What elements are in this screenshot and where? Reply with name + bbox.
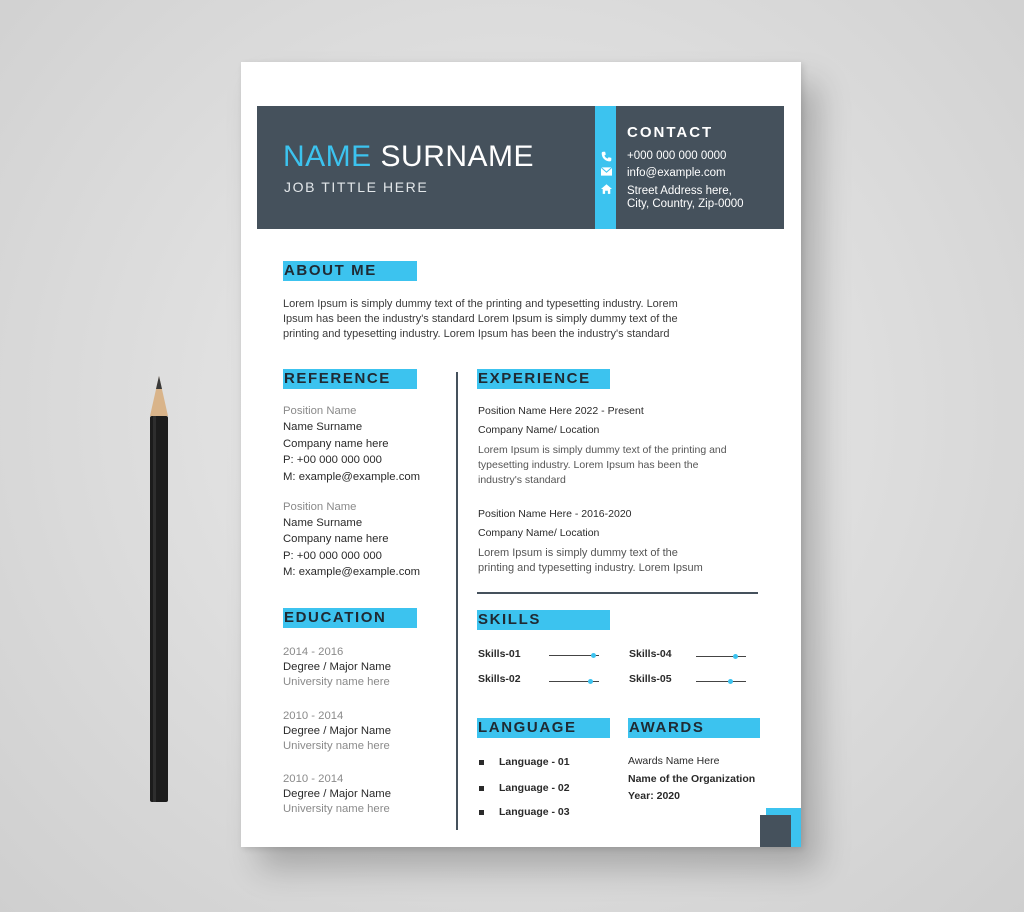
reference-company: Company name here bbox=[283, 533, 389, 545]
experience-company: Company Name/ Location bbox=[478, 527, 600, 539]
experience-divider bbox=[477, 592, 758, 594]
language-bullet bbox=[479, 760, 484, 765]
reference-position: Position Name bbox=[283, 501, 357, 513]
reference-email: M: example@example.com bbox=[283, 566, 421, 578]
resume-page bbox=[241, 62, 801, 847]
skills-title: SKILLS bbox=[477, 610, 610, 630]
experience-title: EXPERIENCE bbox=[477, 369, 610, 389]
skill-label: Skills-02 bbox=[478, 673, 521, 685]
experience-position: Position Name Here - 2016-2020 bbox=[478, 508, 632, 520]
about-line: printing and typesetting industry. Lorem Ipsum has been the industry's standard bbox=[283, 328, 670, 340]
contact-email: info@example.com bbox=[627, 167, 726, 179]
experience-position: Position Name Here 2022 - Present bbox=[478, 405, 644, 417]
award-year: Year: 2020 bbox=[628, 790, 680, 802]
contact-address-line1: Street Address here, bbox=[627, 185, 732, 197]
reference-name: Name Surname bbox=[283, 517, 363, 529]
reference-email: M: example@example.com bbox=[283, 471, 421, 483]
skill-level-dot bbox=[591, 653, 596, 658]
reference-title: REFERENCE bbox=[283, 369, 417, 389]
about-text bbox=[283, 297, 763, 342]
reference-company: Company name here bbox=[283, 438, 389, 450]
language-bullet bbox=[479, 786, 484, 791]
corner-block bbox=[760, 815, 791, 847]
language-title: LANGUAGE bbox=[477, 718, 610, 738]
experience-line: Lorem Ipsum is simply dummy text of the bbox=[478, 547, 678, 559]
pencil bbox=[148, 376, 170, 804]
experience-line: industry's standard bbox=[478, 474, 566, 486]
full-name bbox=[283, 140, 534, 174]
education-years: 2014 - 2016 bbox=[283, 646, 344, 658]
award-name: Awards Name Here bbox=[628, 755, 720, 767]
phone-icon bbox=[599, 151, 613, 165]
reference-name: Name Surname bbox=[283, 421, 363, 433]
skill-level-dot bbox=[728, 679, 733, 684]
education-degree: Degree / Major Name bbox=[283, 788, 391, 800]
education-degree: Degree / Major Name bbox=[283, 661, 391, 673]
skill-level-dot bbox=[733, 654, 738, 659]
skill-label: Skills-01 bbox=[478, 648, 521, 660]
about-title: ABOUT ME bbox=[283, 261, 417, 281]
education-title: EDUCATION bbox=[283, 608, 417, 628]
education-university: University name here bbox=[283, 740, 390, 752]
language-item: Language - 02 bbox=[499, 782, 570, 794]
column-divider bbox=[456, 372, 458, 830]
language-bullet bbox=[479, 810, 484, 815]
experience-line: typesetting industry. Lorem Ipsum has been the bbox=[478, 459, 699, 471]
education-university: University name here bbox=[283, 676, 390, 688]
language-item: Language - 01 bbox=[499, 756, 570, 768]
education-degree: Degree / Major Name bbox=[283, 725, 391, 737]
about-line: Ipsum has been the industry's standard Lorem Ipsum is simply dummy text of the bbox=[283, 313, 678, 325]
education-years: 2010 - 2014 bbox=[283, 710, 344, 722]
about-line: Lorem Ipsum is simply dummy text of the printing and typesetting industry. Lorem bbox=[283, 298, 678, 310]
education-university: University name here bbox=[283, 803, 390, 815]
mail-icon bbox=[599, 167, 613, 181]
language-item: Language - 03 bbox=[499, 806, 570, 818]
skill-bar bbox=[549, 655, 599, 656]
experience-description bbox=[478, 443, 758, 488]
skill-level-dot bbox=[588, 679, 593, 684]
reference-position: Position Name bbox=[283, 405, 357, 417]
reference-phone: P: +00 000 000 000 bbox=[283, 454, 382, 466]
first-name: NAME bbox=[283, 140, 372, 173]
contact-title: CONTACT bbox=[627, 124, 714, 141]
resume-header bbox=[257, 106, 784, 229]
awards-title: AWARDS bbox=[628, 718, 760, 738]
contact-phone: +000 000 000 0000 bbox=[627, 150, 727, 162]
contact-address-line2: City, Country, Zip-0000 bbox=[627, 198, 744, 210]
experience-line: printing and typesetting industry. Lorem Ipsum bbox=[478, 562, 703, 574]
education-years: 2010 - 2014 bbox=[283, 773, 344, 785]
reference-phone: P: +00 000 000 000 bbox=[283, 550, 382, 562]
job-title: JOB TITTLE HERE bbox=[284, 179, 429, 195]
skill-bar bbox=[696, 656, 746, 657]
award-organization: Name of the Organization bbox=[628, 773, 756, 785]
experience-description bbox=[478, 546, 758, 576]
experience-company: Company Name/ Location bbox=[478, 424, 600, 436]
skill-bar bbox=[549, 681, 599, 682]
skill-label: Skills-05 bbox=[629, 673, 672, 685]
experience-line: Lorem Ipsum is simply dummy text of the printing and bbox=[478, 444, 727, 456]
skill-bar bbox=[696, 681, 746, 682]
skill-label: Skills-04 bbox=[629, 648, 672, 660]
home-icon bbox=[599, 184, 613, 198]
last-name: SURNAME bbox=[380, 140, 535, 173]
